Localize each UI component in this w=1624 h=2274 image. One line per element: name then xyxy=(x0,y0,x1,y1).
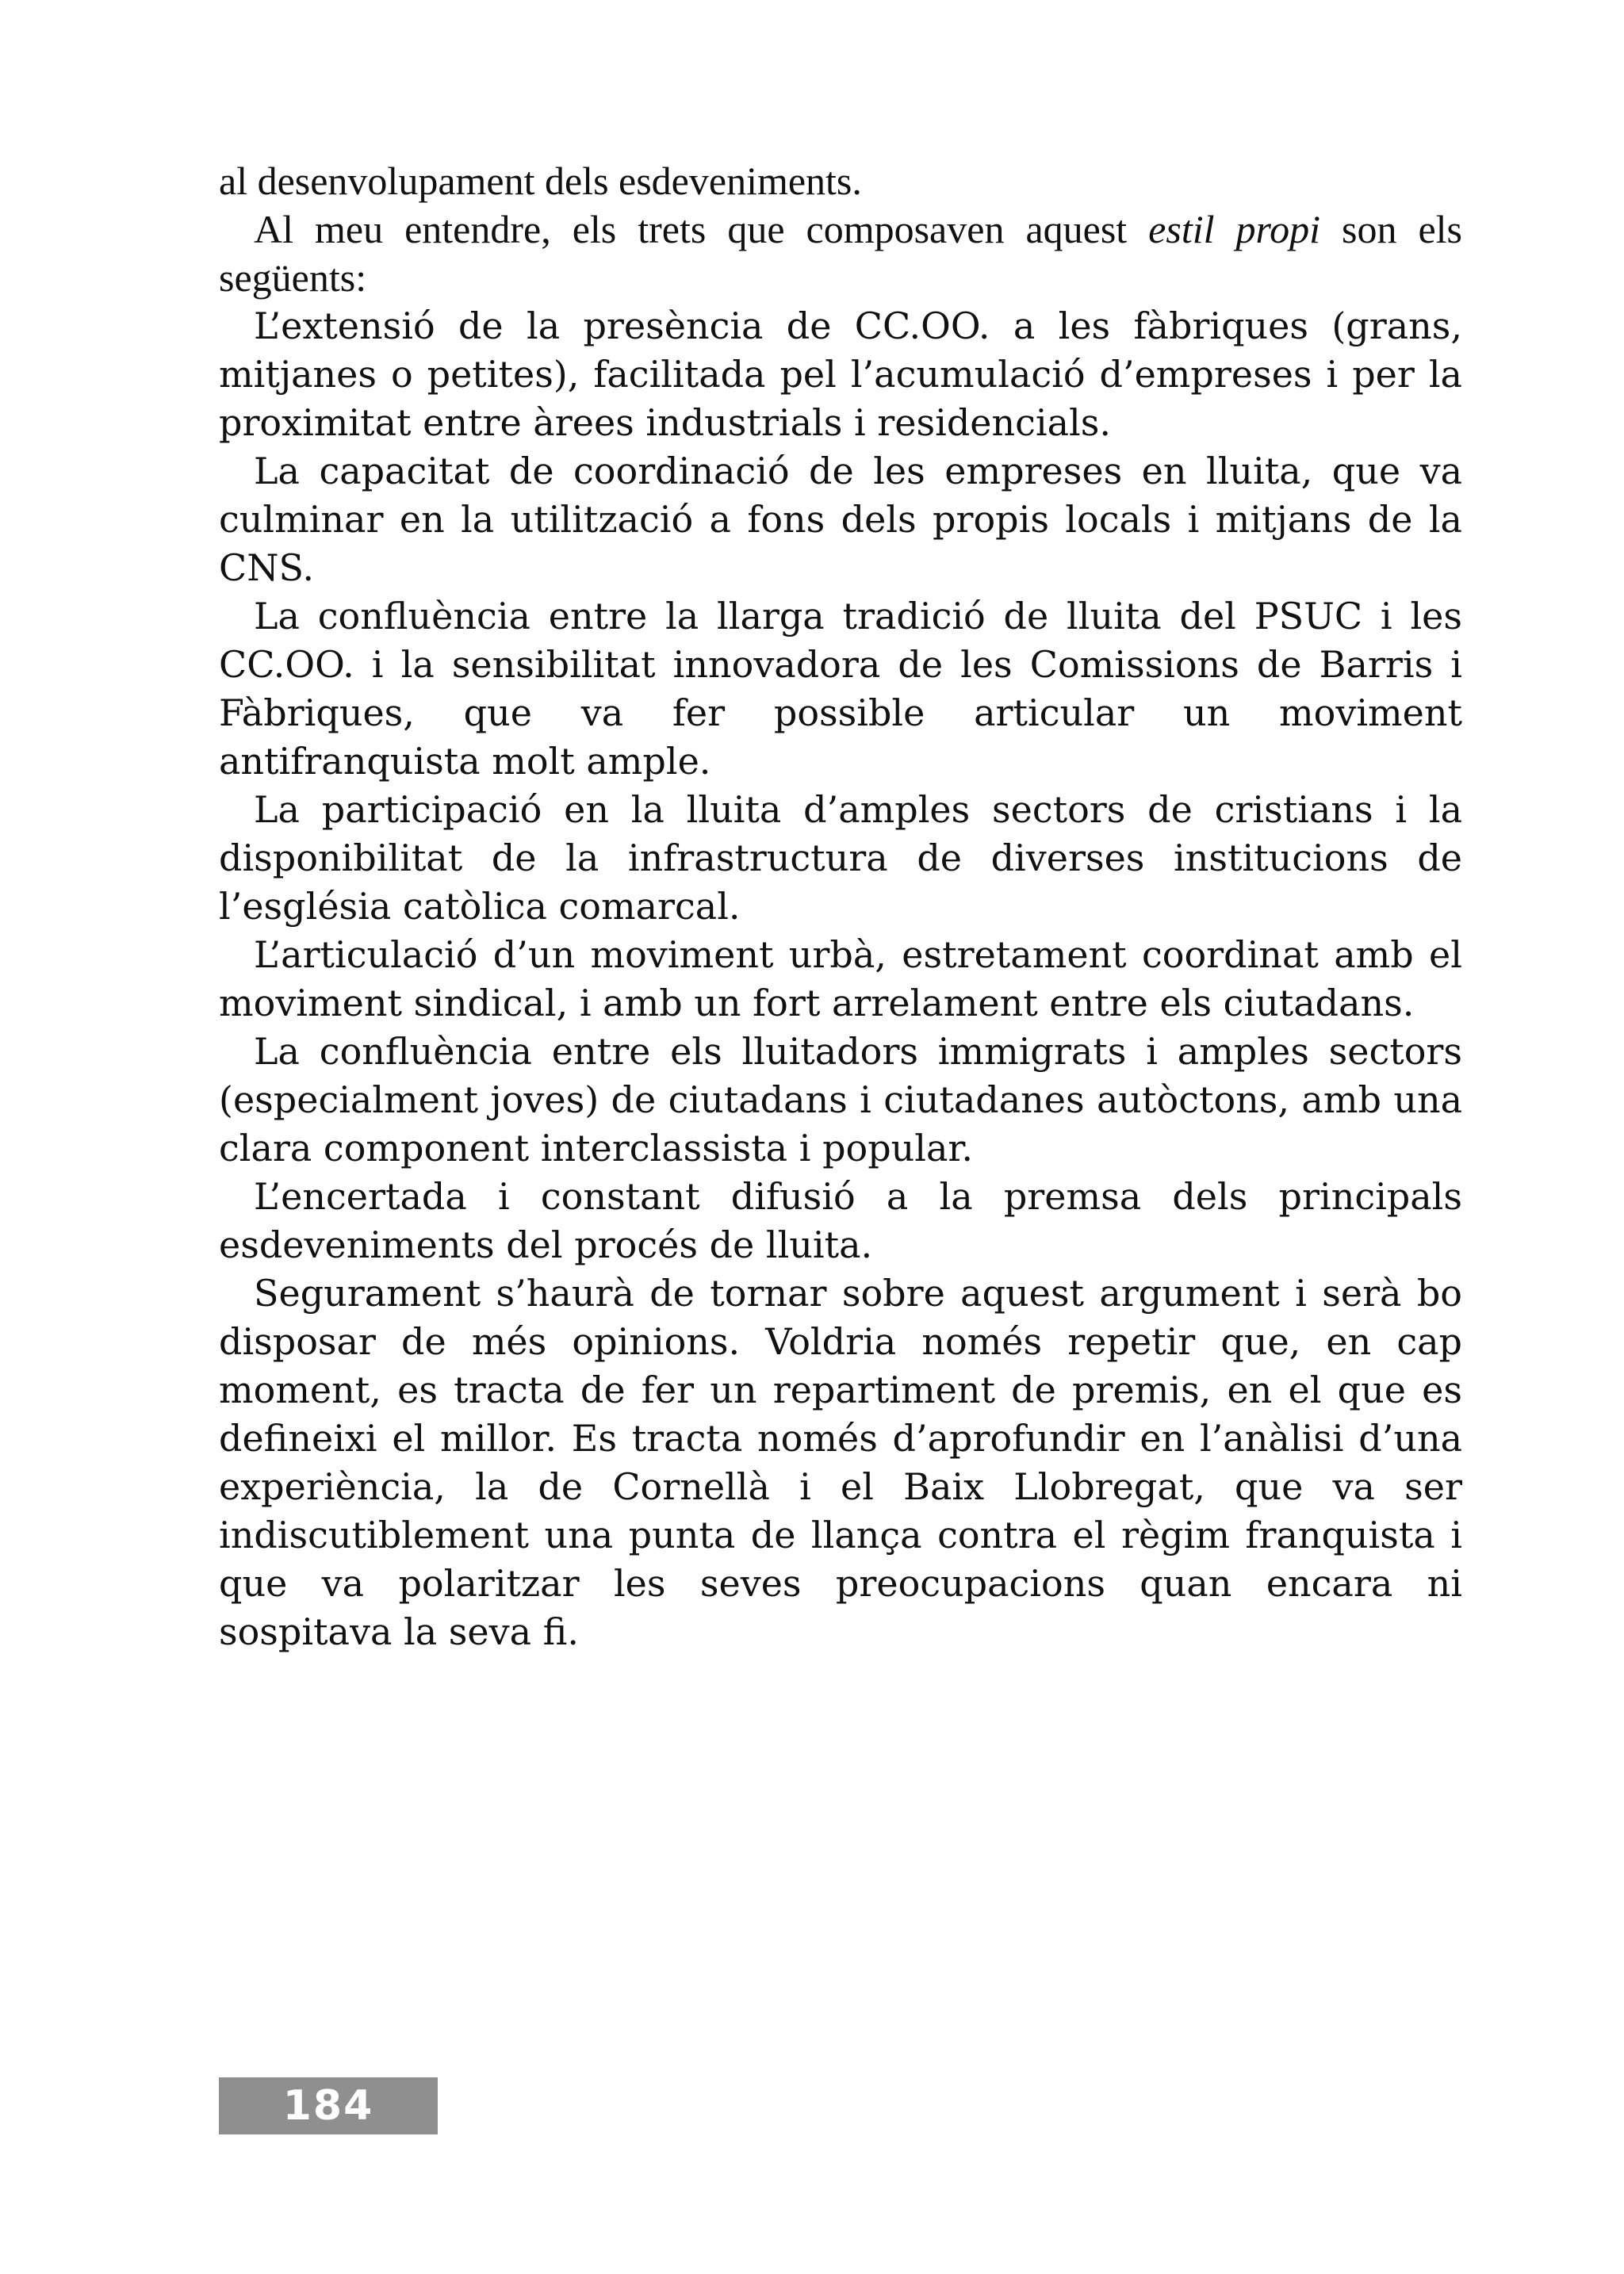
page-number: 184 xyxy=(219,2077,438,2134)
text-block xyxy=(219,157,1462,1656)
paragraph-confluencia-psuc: La confluència entre la llarga tradició de lluita del PSUC i les CC.OO. i la sensibilitat innovadora de les Comissions de Barris i Fàbriques, que va fer possible articular un moviment antifranquista molt ample. xyxy=(219,595,1462,783)
paragraph-confluencia-immigrats: La confluència entre els lluitadors immigrats i amples sectors (especialment joves) de ciutadans i ciutadanes autòctons, amb una clara component interclassista i popular. xyxy=(219,1030,1462,1170)
paragraph-capacitat: La capacitat de coordinació de les empreses en lluita, que va culminar en la utilització a fons dels propis locals i mitjans de la CNS. xyxy=(219,450,1462,589)
paragraph-continuation: al desenvolupament dels esdeveniments. xyxy=(219,159,862,203)
intro-text-after: son els següents: xyxy=(219,207,1462,300)
intro-emphasis: estil propi xyxy=(1148,207,1320,251)
paragraph-conclusio: Segurament s’haurà de tornar sobre aquest argument i serà bo disposar de més opinions. Voldria només repetir que, en cap moment, es tracta de fer un repartiment de premis, en el que es defineixi el millor. Es tracta només d’aprofundir en l’anàlisi d’una experiència, la de Cornellà i el Baix Llobregat, que va ser indiscutiblement una punta de llança contra el règim franquista i que va polaritzar les seves preocupacions quan encara ni sospitava la seva fi. xyxy=(219,1272,1462,1653)
paragraph-participacio: La participació en la lluita d’amples sectors de cristians i la disponibilitat de la infrastructura de diverses institucions de l’església catòlica comarcal. xyxy=(219,788,1462,928)
paragraph-intro xyxy=(219,205,1462,302)
paragraph-difusio: L’encertada i constant difusió a la premsa dels principals esdeveniments del procés de lluita. xyxy=(219,1175,1462,1266)
paragraph-articulacio: L’articulació d’un moviment urbà, estretament coordinat amb el moviment sindical, i amb un fort arrelament entre els ciutadans. xyxy=(219,933,1462,1024)
intro-text-before: Al meu entendre, els trets que composaven aquest xyxy=(254,207,1149,251)
paragraph-extensio: L’extensió de la presència de CC.OO. a les fàbriques (grans, mitjanes o petites), facilitada pel l’acumulació d’empreses i per la proximitat entre àrees industrials i residencials. xyxy=(219,304,1462,444)
